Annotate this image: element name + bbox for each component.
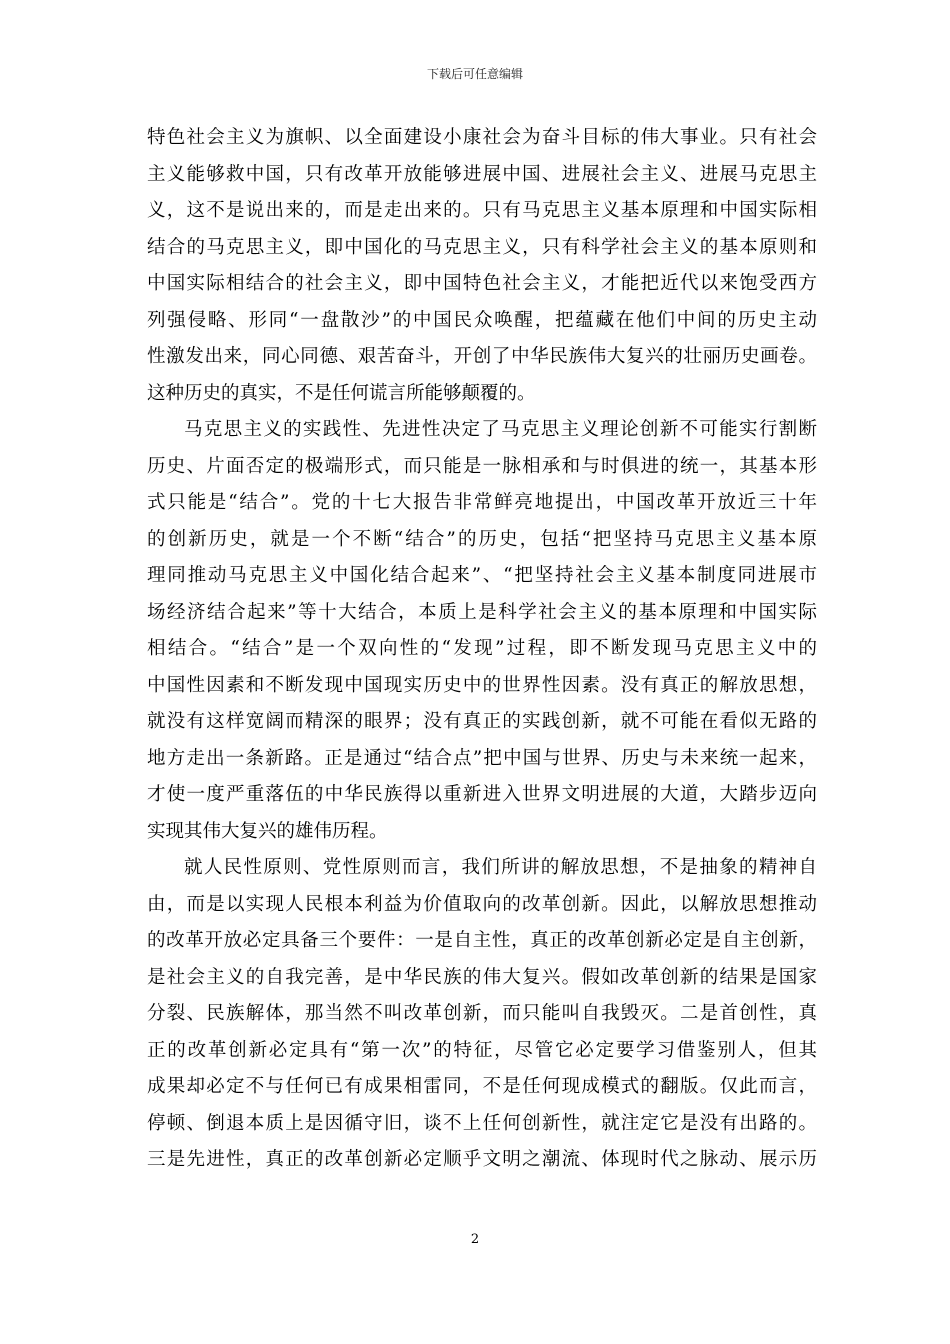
text-line: 就人民性原则、党性原则而言，我们所讲的解放思想，不是抽象的精神自 — [184, 857, 817, 878]
text-line: 主义能够救中国，只有改革开放能够进展中国、进展社会主义、进展马克思主 — [147, 163, 817, 185]
text-line: 由，而是以实现人民根本利益为价值取向的改革创新。因此，以解放思想推动 — [147, 893, 817, 915]
text-line: 特色社会主义为旗帜、以全面建设小康社会为奋斗目标的伟大事业。只有社会 — [147, 127, 817, 148]
page-header: 下载后可任意编辑 — [426, 67, 523, 81]
page-number: 2 — [470, 1232, 480, 1247]
text-line: 分裂、民族解体，那当然不叫改革创新，而只能叫自我毁灭。二是首创性，真 — [147, 1003, 817, 1024]
paragraph — [147, 412, 817, 850]
text-line: 地方走出一条新路。正是通过“结合点”把中国与世界、历史与未来统一起来， — [147, 747, 817, 769]
document-body — [147, 120, 817, 1179]
text-line: 相结合。“结合”是一个双向性的“发现”过程，即不断发现马克思主义中的 — [147, 638, 817, 659]
text-line: 性激发出来，同心同德、艰苦奋斗，开创了中华民族伟大复兴的壮丽历史画卷。 — [147, 346, 817, 367]
text-line: 就没有这样宽阔而精深的眼界；没有真正的实践创新，就不可能在看似无路的 — [147, 711, 817, 732]
text-line: 场经济结合起来”等十大结合，本质上是科学社会主义的基本原理和中国实际 — [147, 601, 817, 623]
text-line: 中国性因素和不断发现中国现实历史中的世界性因素。没有真正的解放思想， — [147, 674, 817, 696]
text-line: 成果却必定不与任何已有成果相雷同，不是任何现成模式的翻版。仅此而言， — [147, 1076, 817, 1097]
text-line: 的创新历史，就是一个不断“结合”的历史，包括“把坚持马克思主义基本原 — [147, 528, 817, 550]
text-line: 结合的马克思主义，即中国化的马克思主义，只有科学社会主义的基本原则和 — [147, 236, 817, 258]
text-line: 三是先进性，真正的改革创新必定顺乎文明之潮流、体现时代之脉动、展示历 — [147, 1149, 817, 1170]
text-line: 列强侵略、形同“一盘散沙”的中国民众唤醒，把蕴藏在他们中间的历史主动 — [147, 309, 817, 331]
text-line: 停顿、倒退本质上是因循守旧，谈不上任何创新性，就注定它是没有出路的。 — [147, 1112, 817, 1134]
text-line: 正的改革创新必定具有“第一次”的特征，尽管它必定要学习借鉴别人，但其 — [147, 1039, 817, 1061]
paragraph — [147, 120, 817, 412]
text-line: 是社会主义的自我完善，是中华民族的伟大复兴。假如改革创新的结果是国家 — [147, 966, 817, 988]
text-line: 式只能是“结合”。党的十七大报告非常鲜亮地提出，中国改革开放近三十年 — [147, 492, 817, 513]
text-line: 中国实际相结合的社会主义，即中国特色社会主义，才能把近代以来饱受西方 — [147, 273, 817, 294]
text-line: 历史、片面否定的极端形式，而只能是一脉相承和与时俱进的统一，其基本形 — [147, 455, 817, 477]
paragraph — [147, 850, 817, 1179]
text-line: 马克思主义的实践性、先进性决定了马克思主义理论创新不可能实行割断 — [184, 419, 817, 440]
text-line: 义，这不是说出来的，而是走出来的。只有马克思主义基本原理和中国实际相 — [147, 200, 817, 221]
text-line: 实现其伟大复兴的雄伟历程。 — [147, 820, 388, 842]
text-line: 的改革开放必定具备三个要件：一是自主性，真正的改革创新必定是自主创新， — [147, 930, 817, 951]
text-line: 理同推动马克思主义中国化结合起来”、“把坚持社会主义基本制度同进展市 — [147, 565, 817, 586]
text-line: 这种历史的真实，不是任何谎言所能够颠覆的。 — [147, 382, 536, 404]
text-line: 才使一度严重落伍的中华民族得以重新进入世界文明进展的大道，大踏步迈向 — [147, 784, 817, 805]
